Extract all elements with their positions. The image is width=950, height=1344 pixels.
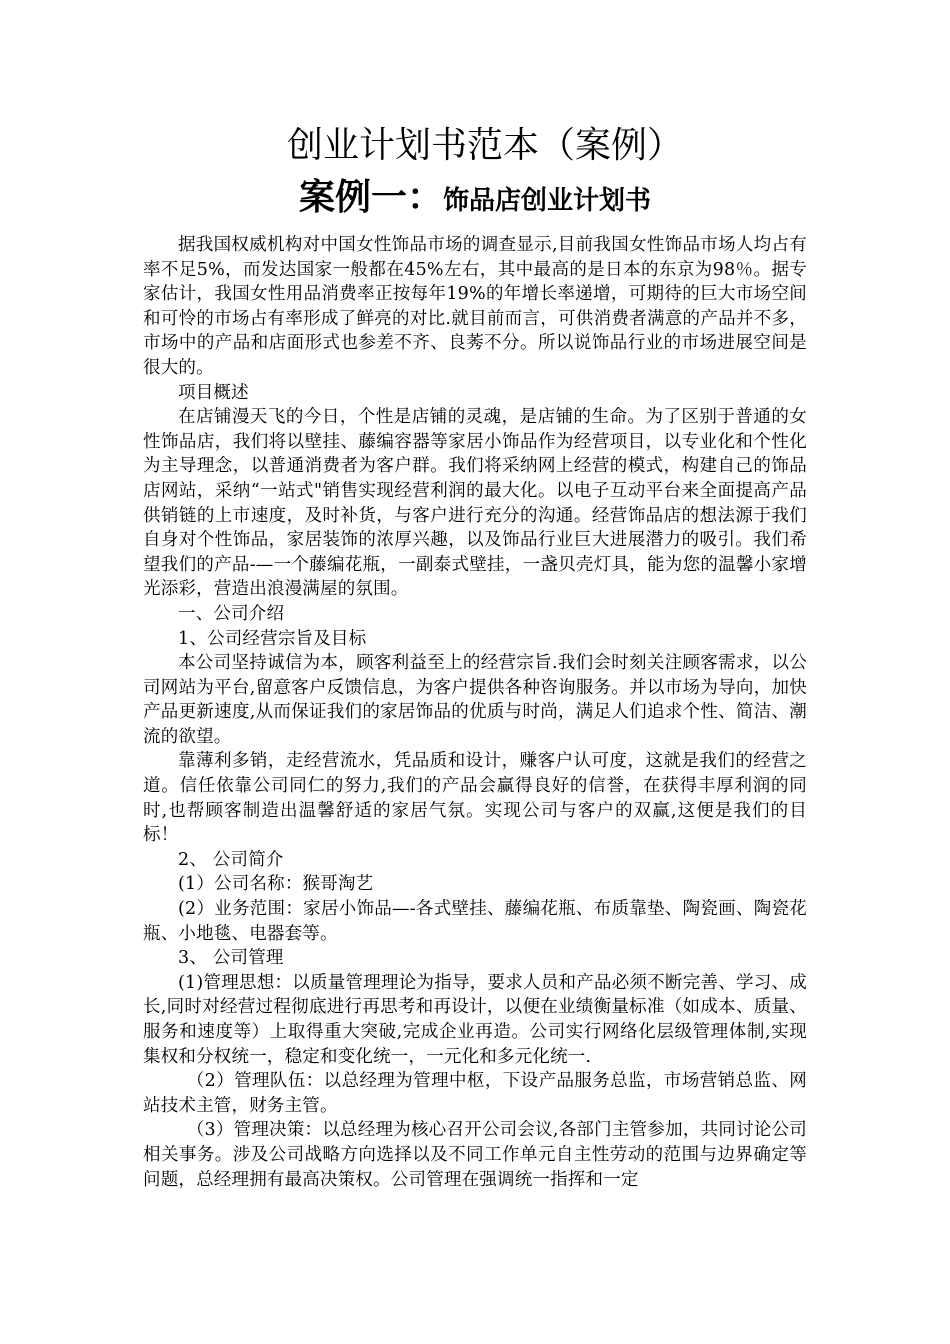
document-title: 创业计划书范本（案例） xyxy=(286,125,683,166)
subtitle-case-label: 案例一： xyxy=(298,176,443,218)
subtitle-case-name: 饰品店创业计划书 xyxy=(443,186,652,216)
heading-purpose-goals: 1、公司经营宗旨及目标 xyxy=(178,628,367,649)
paragraph-purpose: 本公司坚持诚信为本，顾客利益至上的经营宗旨.我们会时刻关注顾客需求，以公司网站为平台,留意客户反馈信息，为客户提供各种咨询服务。并以市场为导向，加快产品更新速度,从而保证我们的家居饰品的优质与时尚，满足人们追求个性、简洁、潮流的欲望。 xyxy=(143,653,807,747)
paragraph-goals: 靠薄利多销，走经营流水，凭品质和设计，赚客户认可度，这就是我们的经营之道。信任依靠公司同仁的努力,我们的产品会赢得良好的信誉，在获得丰厚利润的同时,也帮顾客制造出温馨舒适的家居气氛。实现公司与客户的双赢,这便是我们的目标！ xyxy=(143,751,807,846)
paragraph-management-philosophy: (1)管理思想：以质量管理理论为指导，要求人员和产品必须不断完善、学习、成长,同时对经营过程彻底进行再思考和再设计，以便在业绩衡量标准（如成本、质量、服务和速度等）上取得重大突破,完成企业再造。公司实行网络化层级管理体制,实现集权和分权统一，稳定和变化统一，一元化和多元化统一. xyxy=(143,972,807,1067)
heading-project-overview: 项目概述 xyxy=(178,382,249,403)
heading-company-intro: 一、公司介绍 xyxy=(178,603,285,624)
paragraph-management-decision: （3）管理决策：以总经理为核心召开公司会议,各部门主管参加，共同讨论公司相关事务。涉及公司战略方向选择以及不同工作单元自主性劳动的范围与边界确定等问题，总经理拥有最高决策权。公司管理在强调统一指挥和一定 xyxy=(143,1120,807,1190)
paragraph-market-intro: 据我国权威机构对中国女性饰品市场的调查显示,目前我国女性饰品市场人均占有率不足5%，而发达国家一般都在45%左右，其中最高的是日本的东京为98％。据专家估计，我国女性用品消费率正按每年19%的年增长率递增，可期待的巨大市场空间和可怜的市场占有率形成了鲜亮的对比.就目前而言，可供消费者满意的产品并不多，市场中的产品和店面形式也参差不齐、良莠不分。所以说饰品行业的市场进展空间是很大的。 xyxy=(143,235,807,378)
paragraph-management-team: （2）管理队伍：以总经理为管理中枢，下设产品服务总监，市场营销总监、网站技术主管，财务主管。 xyxy=(143,1071,807,1116)
paragraph-business-scope: (2）业务范围：家居小饰品—-各式壁挂、藤编花瓶、布质靠垫、陶瓷画、陶瓷花瓶、小地毯、电器套等。 xyxy=(143,899,807,944)
paragraph-company-name: (1）公司名称：猴哥淘艺 xyxy=(178,874,374,895)
paragraph-project-overview: 在店铺漫天飞的今日，个性是店铺的灵魂，是店铺的生命。为了区别于普通的女性饰品店，我们将以壁挂、藤编容器等家居小饰品作为经营项目，以专业化和个性化为主导理念，以普通消费者为客户群。我们将采纳网上经营的模式，构建自己的饰品店网站，采纳“一站式"销售实现经营利润的最大化。以电子互动平台来全面提高产品供销链的上市速度，及时补货，与客户进行充分的沟通。经营饰品店的想法源于我们自身对个性饰品，家居装饰的浓厚兴趣，以及饰品行业巨大进展潜力的吸引。我们希望我们的产品-—一个藤编花瓶，一副泰式壁挂，一盏贝壳灯具，能为您的温馨小家增光添彩，营造出浪漫满屋的氛围。 xyxy=(143,407,807,600)
heading-company-management: 3、 公司管理 xyxy=(178,948,284,969)
document-page xyxy=(143,120,807,1192)
heading-company-profile: 2、 公司简介 xyxy=(178,849,284,870)
document-subtitle xyxy=(143,172,807,229)
